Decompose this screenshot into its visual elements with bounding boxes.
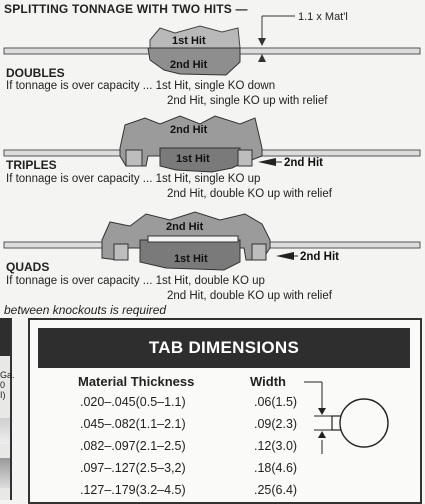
quads-heading: QUADS	[6, 260, 50, 274]
dimension-label: 1.1 x Mat'l	[298, 11, 348, 23]
quads-hit2-label: 2nd Hit	[166, 221, 204, 233]
quads-pointer-arrow	[276, 252, 294, 260]
width-header: Width	[250, 374, 286, 389]
page-title: SPLITTING TONNAGE WITH TWO HITS —	[4, 2, 248, 16]
material-cell: .082–.097(2.1–2.5)	[80, 439, 186, 453]
material-cell: .020–.045(0.5–1.1)	[80, 395, 186, 409]
material-thickness-header: Material Thickness	[78, 374, 195, 389]
left-strip-text: Ga. 0 I)	[0, 370, 15, 400]
doubles-hit2-label: 2nd Hit	[170, 59, 208, 71]
quads-hit1-label: 1st Hit	[174, 253, 208, 265]
tab-dimensions-header: TAB DIMENSIONS	[38, 328, 410, 368]
tab-dimensions-panel	[28, 318, 422, 504]
dimension-arrow	[258, 38, 266, 46]
quads-pointer-label: 2nd Hit	[300, 251, 339, 263]
doubles-heading: DOUBLES	[6, 66, 65, 80]
doubles-line-2: 2nd Hit, single KO up with relief	[167, 95, 328, 107]
width-cell: .12(3.0)	[254, 439, 298, 453]
quads-line-2: 2nd Hit, double KO up with relief	[167, 290, 332, 302]
doubles-line-1: If tonnage is over capacity ... 1st Hit, single KO down	[6, 80, 276, 92]
material-cell: .045–.082(1.1–2.1)	[80, 417, 186, 431]
width-cell: .06(1.5)	[254, 395, 298, 409]
material-cell: .127–.179(3.2–4.5)	[80, 483, 186, 497]
width-cell: .25(6.4)	[254, 483, 298, 497]
width-cell: .09(2.3)	[254, 417, 298, 431]
triples-line-2: 2nd Hit, double KO up with relief	[167, 188, 332, 200]
triples-heading: TRIPLES	[6, 158, 57, 172]
triples-line-1: If tonnage is over capacity ... 1st Hit, single KO up	[6, 173, 261, 185]
slug-circle	[340, 399, 388, 447]
triples-pointer-arrow	[258, 158, 276, 166]
knockout-note: between knockouts is required	[4, 303, 167, 317]
triples-pointer-label: 2nd Hit	[284, 157, 323, 169]
material-cell: .097–.127(2.5–3,2)	[80, 461, 186, 475]
tab-diagram	[300, 374, 400, 474]
left-cropped-panel	[0, 318, 15, 500]
triples-hit2-label: 2nd Hit	[170, 124, 208, 136]
triples-hit1-label: 1st Hit	[176, 153, 210, 165]
width-cell: .18(4.6)	[254, 461, 298, 475]
doubles-hit1-label: 1st Hit	[172, 35, 206, 47]
quads-line-1: If tonnage is over capacity ... 1st Hit, double KO up	[6, 275, 265, 287]
